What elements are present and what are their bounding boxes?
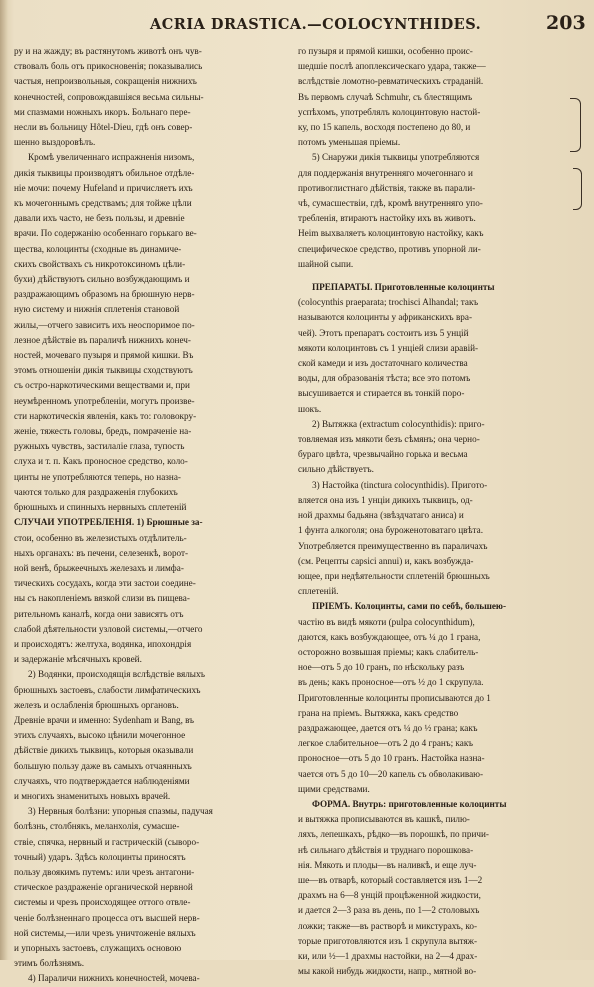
section-heading-line: ФОРМА. Внутрь: приготовленные колоцинты <box>312 798 507 809</box>
text-line: женіе, тяжесть головы, бредъ, помраченіе на- <box>14 426 192 437</box>
text-line: нія. Мякоть и плоды—въ наливкѣ, и еще луч- <box>298 859 477 870</box>
text-line: въ день; какъ проносное—отъ ½ до 1 скрупула. <box>298 677 484 688</box>
text-line: пользу двоякимъ путемъ: или чрезъ антагони- <box>14 866 195 877</box>
text-line: шокъ. <box>298 403 322 414</box>
text-line: ки, или ½—1 драхмы настойки, на 2—4 драх- <box>298 950 478 961</box>
text-line: воды, для образованія тѣста; все это потомъ <box>298 373 471 384</box>
text-line: 3) Настойка (tinctura colocynthidis). Пригото- <box>312 479 488 490</box>
text-line: частію въ видѣ мякоти (pulpa colocynthidum), <box>298 616 475 627</box>
right-text-column <box>298 44 580 979</box>
text-line: ляхъ, лепешкахъ, рѣдко—въ порошкѣ, по причи- <box>298 829 489 840</box>
text-line: 2) Вытяжка (extractum colocynthidis): приго- <box>312 418 485 429</box>
text-line: железъ и ослабленія брюшныхъ органовъ. <box>14 699 179 710</box>
text-line: сплетеній. <box>298 586 339 597</box>
text-line: ской камеди и изъ достаточнаго количества <box>298 358 468 369</box>
text-line: раздражающимъ образомъ на брюшную нерв- <box>14 289 195 300</box>
text-line: слуха и т. п. Какъ проносное средство, коло- <box>14 456 188 467</box>
text-line: врачи. По содержанію особеннаго горькаго ве- <box>14 228 197 239</box>
text-line: го пузыря и прямой кишки, особенно проис- <box>298 46 473 56</box>
text-line: ющее, при недѣятельности сплетеній брюшныхъ <box>298 570 490 581</box>
text-line: и вытяжка прописываются въ кашкѣ, пилю- <box>298 814 470 825</box>
text-line: проносное—отъ 5 до 10 гранъ. Настойка назна- <box>298 753 485 764</box>
text-line: ми спазмами ножныхъ икоръ. Больнаго пере- <box>14 106 191 117</box>
text-line: и упорныхъ застоевъ, служащихъ основою <box>14 942 182 953</box>
text-line: ру и на жажду; въ растянутомъ животѣ онъ чув- <box>14 46 202 56</box>
text-line: случаяхъ, что подтверждается наблюденіями <box>14 775 190 786</box>
text-line: ствовалъ боль отъ прикосновенія; показывались <box>14 61 203 72</box>
text-line: этихъ случаяхъ, высоко цѣнили мочегонное <box>14 730 186 741</box>
text-line: ной драхмы бадьяна (звѣздчатаго аниса) и <box>298 510 464 521</box>
text-line: и дается 2—3 раза въ день, по 1—2 столовыхъ <box>298 905 480 916</box>
text-line: нѣ сильнаго дѣйствія и труднаго порошкова- <box>298 844 474 855</box>
text-line: щими средствами. <box>298 783 370 794</box>
text-line: 3) Нервныя болѣзни: упорныя спазмы, падучая <box>28 806 213 817</box>
text-line: дѣйствіе дикихъ тыквицъ, которыя оказывали <box>14 745 194 756</box>
text-line: Употребляется преимущественно въ параличахъ <box>298 540 488 551</box>
text-line: стическое раздраженіе органической нервной <box>14 882 193 893</box>
text-line: ной венѣ, брыжеечныхъ железахъ и лимфа- <box>14 562 184 573</box>
text-line: для поддержанія внутренняго мочегоннаго и <box>298 167 473 178</box>
text-line: ныхъ органахъ: въ печени, селезенкѣ, вoрот- <box>14 547 189 558</box>
section-heading-line: СЛУЧАИ УПОТРЕБЛЕНІЯ. 1) Брюшные за- <box>14 517 203 528</box>
text-line: 4) Параличи нижнихъ конечностей, мочева- <box>28 973 200 984</box>
text-line: потомъ уменьшая пріемы. <box>298 137 401 148</box>
text-line <box>298 272 580 280</box>
text-line: сти наркотическія явленія, какъ то: головокру- <box>14 410 197 421</box>
text-line: съ остро-наркотическими веществами и, при <box>14 380 190 391</box>
text-line: тическихъ сосудахъ, когда эти застои соедине- <box>14 578 196 589</box>
text-line: этомъ отношеніи дикія тыквицы сходствуютъ <box>14 365 193 376</box>
text-line: раздражающее, дается отъ ¼ до ½ грана; какъ <box>298 722 478 733</box>
text-line: называются колоцинты у африканскихъ вра- <box>298 312 473 323</box>
text-line: шедшіе послѣ апоплексическаго удара, также— <box>298 61 486 72</box>
text-line: Древніе врачи и именно: Sydenham и Bang, въ <box>14 714 195 725</box>
text-line: ружныхъ чувствъ, застилаліе глаза, тупость <box>14 441 185 452</box>
text-line: ны съ накопленіемъ вязкой слизи въ пищева- <box>14 593 190 604</box>
text-line: ку, по 15 капель, восходя постепено до 80, и <box>298 122 471 133</box>
text-line: ствіе, спячка, нервный и гастрическій (сыворо- <box>14 836 200 847</box>
text-line: слабой дѣятельности узловой системы,—отчего <box>14 623 203 634</box>
text-line: несли въ больницу Hôtel-Dieu, гдѣ онъ совер- <box>14 122 193 133</box>
text-line: легкое слабительное—отъ 2 до 4 гранъ; какъ <box>298 738 474 749</box>
text-line: (colocynthis praeparata; trochisci Alhandal; такъ <box>298 297 479 308</box>
text-line: драхмъ на 6—8 унцій процѣженной жидкости, <box>298 890 481 901</box>
text-line: частыя, непроизвольныя, сокращенія нижнихъ <box>14 76 197 87</box>
left-text-column <box>14 44 286 987</box>
text-line: успѣхомъ, употреблялъ колоцинтовую настой- <box>298 106 481 117</box>
text-line: ше—въ отварѣ, который составляется изъ 1—2 <box>298 874 483 885</box>
text-line: большую пользу даже въ самыхъ отчаянныхъ <box>14 760 192 771</box>
text-line: чѣ, сумасшествіи, гдѣ, кромѣ внутренняго упо- <box>298 198 483 209</box>
text-line: мякоти колоцинтовъ съ 1 унціей слизи аравій- <box>298 342 479 353</box>
text-line: этимъ болѣзнямъ. <box>14 958 85 969</box>
text-line: дикія тыквицы производятъ обильное отдѣле- <box>14 167 195 178</box>
text-line: специфическое средство, противъ упорной ли- <box>298 243 481 254</box>
text-line: 5) Снаружи дикія тыквицы употребляются <box>312 152 480 163</box>
text-line: давали ихъ часто, не безъ пользы, и древніе <box>14 213 185 224</box>
text-line: бухи) дѣйствуютъ сильно возбуждающимъ и <box>14 274 190 285</box>
text-line: ную систему и нижнія сплетенія становой <box>14 304 180 315</box>
text-line: брюшныхъ застоевъ, слабости лимфатическихъ <box>14 684 201 695</box>
page-gutter <box>0 0 8 960</box>
text-line: и задержаніе мѣсячныхъ кровей. <box>14 654 142 665</box>
text-line: жилы,—отчего зависитъ ихъ неоспоримое по- <box>14 319 195 330</box>
text-line: сильно дѣйствуетъ. <box>298 464 374 475</box>
text-line: ніе мочи: почему Hufeland и причисляетъ ихъ <box>14 182 193 193</box>
running-header <box>0 12 594 40</box>
text-line: мы какой нибудь жидкости, напр., мятной во- <box>298 966 477 977</box>
text-line: цинты не употребляются теперь, но назна- <box>14 471 181 482</box>
text-line: осторожно возвышая пріемы; какъ слабитель- <box>298 646 479 657</box>
text-line: щества, колоцинты (сходные въ динамиче- <box>14 243 182 254</box>
section-heading-line: ПРЕПАРАТЫ. Приготовленные колоцинты <box>312 282 495 293</box>
running-title: ACRIA DRASTICA.—COLOCYNTHIDES. <box>150 16 482 33</box>
text-line: Приготовленные колоцинты прописываются до 1 <box>298 692 491 703</box>
text-line: требленія, втираютъ настойку ихъ въ животъ. <box>298 213 476 224</box>
text-line: ностей, мочеваго пузыря и прямой кишки. Въ <box>14 350 194 361</box>
text-line: бураго цвѣта, чрезвычайно горька и весьма <box>298 449 468 460</box>
text-line: и происходятъ: желтуха, водянка, ипохондрія <box>14 638 192 649</box>
text-line: торые приготовляются изъ 1 скрупула вытяж- <box>298 935 478 946</box>
text-line: стои, особенно въ железистыхъ отдѣлитель- <box>14 532 187 543</box>
text-line: и многихъ знаменитыхъ новыхъ врачей. <box>14 790 171 801</box>
text-line: чается отъ 5 до 10—20 капель съ обволакиваю- <box>298 768 484 779</box>
text-line: чей). Этотъ препаратъ состоитъ изъ 5 унцій <box>298 327 469 338</box>
text-line: болѣзнь, столбнякъ, меланхолія, сумасше- <box>14 821 180 832</box>
text-line: ложки; также—въ растворѣ и микстурахъ, ко- <box>298 920 478 931</box>
text-line: Кромѣ увеличеннаго испражненія низомъ, <box>28 152 195 163</box>
text-line: 1 фунта алкоголя; она буроженотоватаго цвѣта. <box>298 525 484 536</box>
text-line: скихъ свойствахъ съ никротоксиномъ цѣли- <box>14 258 186 269</box>
text-line: рительномъ каналѣ, когда они зависятъ отъ <box>14 608 184 619</box>
text-line: вляется она изъ 1 унціи дикихъ тыквицъ, од- <box>298 494 473 505</box>
text-line: конечностей, сопровождавшіяся весьма сильны- <box>14 91 204 102</box>
text-line: противоглистнаго дѣйствія, также въ парали- <box>298 182 476 193</box>
text-line: шайной сыпи. <box>298 258 354 269</box>
margin-bracket-mark <box>570 98 581 152</box>
text-line: брюшныхъ и спинныхъ нервныхъ сплетеній <box>14 502 187 513</box>
page-number: 203 <box>546 12 586 34</box>
text-line: вслѣдствіе ломотно-ревматическихъ страданій. <box>298 76 484 87</box>
text-line: шенно выздоровѣлъ. <box>14 137 96 148</box>
text-line: Heim выхваляетъ колоцинтовую настойку, какъ <box>298 228 484 239</box>
section-heading-line: ПРІЕМЪ. Колоцинты, сами по себѣ, большею- <box>312 601 506 612</box>
text-line: 2) Водянки, происходящія вслѣдствіе вялыхъ <box>28 669 205 680</box>
text-line: неумѣренномъ употребленіи, могутъ произве- <box>14 395 195 406</box>
text-line: ной системы,—или чрезъ уничтоженіе вялыхъ <box>14 927 196 938</box>
text-line: лезное дѣйствіе въ параличѣ нижнихъ конеч- <box>14 334 191 345</box>
text-line: товляемая изъ мякоти безъ сѣмянъ; она черно- <box>298 434 480 445</box>
text-line: высушивается и стирается въ тонкій поро- <box>298 388 465 399</box>
margin-bracket-mark <box>573 168 582 210</box>
text-line: системы и чрезъ происходящее оттого отвле- <box>14 897 191 908</box>
text-line: (см. Рецепты capsici annui) и, какъ возбужда- <box>298 555 474 566</box>
text-line: къ мочегоннымъ средствамъ; для тойже цѣли <box>14 198 192 209</box>
text-line: ное—отъ 5 до 10 гранъ, по нѣскольку разъ <box>298 662 465 673</box>
text-line: грана на пріемъ. Вытяжка, какъ средство <box>298 707 459 718</box>
text-line: Въ первомъ случаѣ Schmuhr, съ блестящимъ <box>298 91 473 102</box>
text-line: точный) ударъ. Здѣсь колоцинты приносятъ <box>14 851 186 862</box>
text-line: чаются только для раздраженія глубокихъ <box>14 486 178 497</box>
text-line: даются, какъ возбуждающее, отъ ¼ до 1 грана, <box>298 631 481 642</box>
text-line: ченіе болѣзненнаго процесса отъ высшей нерв- <box>14 912 200 923</box>
